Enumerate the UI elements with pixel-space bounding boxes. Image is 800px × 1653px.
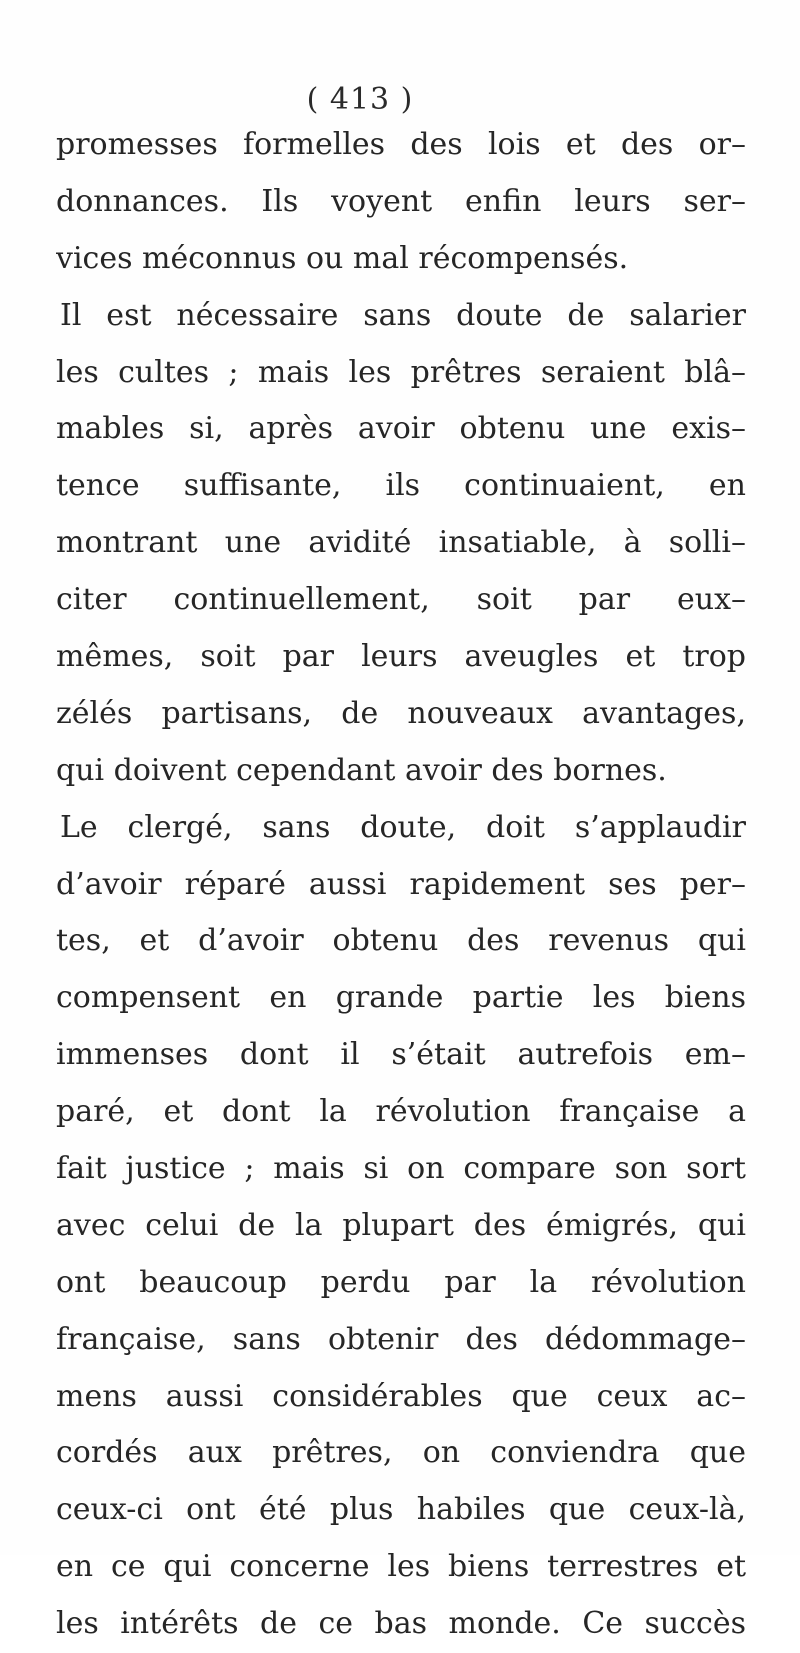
text-line: ceux-ci ont été plus habiles que ceux-là, [56,1492,746,1528]
text-line: les cultes ; mais les prêtres seraient blâ– [56,354,746,390]
text-line: ont beaucoup perdu par la révolution [56,1264,746,1300]
text-line: française, sans obtenir des dédommage– [56,1321,746,1357]
text-line: qui doivent cependant avoir des bornes. [56,752,667,788]
text-line: mens aussi considérables que ceux ac– [56,1378,746,1414]
text-line: promesses formelles des lois et des or– [56,127,746,162]
text-line: donnances. Ils voyent enfin leurs ser– [56,183,746,219]
text-line: citer continuellement, soit par eux– [56,582,746,618]
text-line: mêmes, soit par leurs aveugles et trop [56,639,746,675]
text-line: cordés aux prêtres, on conviendra que [56,1435,746,1471]
text-line: immenses dont il s’était autrefois em– [56,1037,746,1073]
text-line: paré, et dont la révolution française a [56,1094,746,1130]
text-line: tence suffisante, ils continuaient, en [56,468,746,504]
text-line: compensent en grande partie les biens [56,980,746,1016]
paragraph-start-line: Le clergé, sans doute, doit s’applaudir [60,809,746,845]
text-line: zélés partisans, de nouveaux avantages, [56,695,746,731]
body-text [56,117,746,1653]
text-line: les intérêts de ce bas monde. Ce succès [56,1606,746,1642]
text-line: mables si, après avoir obtenu une exis– [56,411,746,447]
page-number: ( 413 ) [306,82,414,117]
text-line: fait justice ; mais si on compare son sort [56,1151,746,1187]
text-line: avec celui de la plupart des émigrés, qui [56,1207,746,1243]
text-line: montrant une avidité insatiable, à solli– [56,525,746,561]
text-line: d’avoir réparé aussi rapidement ses per– [56,866,746,902]
text-line: vices méconnus ou mal récompensés. [56,240,629,276]
text-line: tes, et d’avoir obtenu des revenus qui [56,923,746,959]
paragraph-start-line: Il est nécessaire sans doute de salarier [60,297,746,333]
text-line: en ce qui concerne les biens terrestres et [56,1549,746,1585]
